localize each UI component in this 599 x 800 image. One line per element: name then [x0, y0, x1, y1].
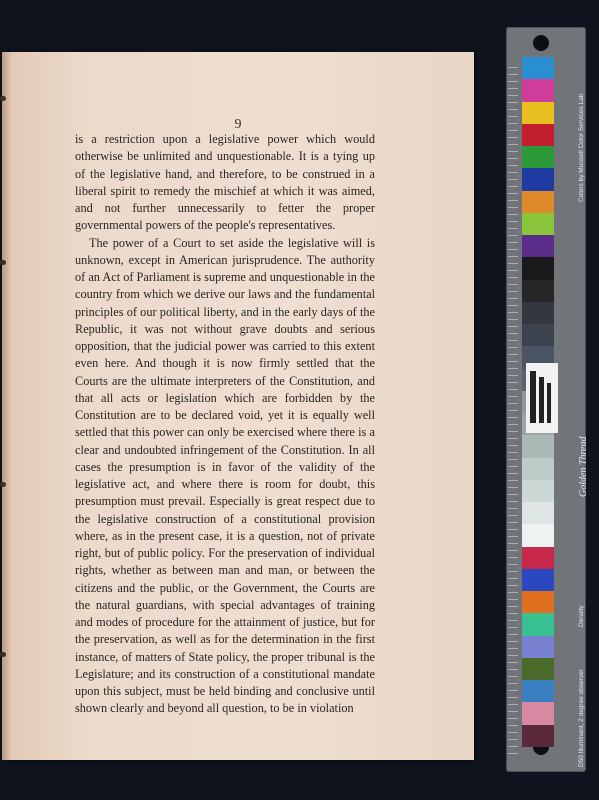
color-swatch: [522, 146, 554, 168]
book-page: [2, 52, 474, 760]
color-swatch: [522, 168, 554, 190]
color-swatch: [522, 257, 554, 279]
strip-brand: Golden Thread: [578, 436, 589, 497]
strip-captions: [578, 67, 588, 767]
page-number: 9: [234, 117, 242, 132]
color-swatch: [522, 502, 554, 524]
color-swatch: [522, 702, 554, 724]
color-swatch: [522, 324, 554, 346]
color-swatch: [522, 658, 554, 680]
color-swatch: [522, 191, 554, 213]
color-swatch: [522, 102, 554, 124]
color-swatch: [522, 547, 554, 569]
color-swatch: [522, 57, 554, 79]
color-swatch: [522, 280, 554, 302]
resolution-target: [526, 363, 558, 433]
color-swatch: [522, 458, 554, 480]
paragraph: is a restriction upon a legislative power which would otherwise be unlimited and unquestionable. It is a tying up of the legislative hand, and therefore, to be construed in a liberal spirit to remedy the mischief at which it was aimed, and not further unnecessarily to fetter the proper governmental powers of the people's representatives.: [75, 132, 375, 233]
color-swatch: [522, 124, 554, 146]
paragraph: The power of a Court to set aside the legislative will is unknown, except in American jurisprudence. The authority of an Act of Parliament is supreme and unquestionable in the country from which we derive our laws and the fundamental principles of our political liberty, and in the early days of the Republic, it was not without grave doubts and serious opposition, that the judicial power was carried to this extent even here. And though it is now firmly settled that the Courts are the ultimate interpreters of the Constitution, and that all acts or legislation which are forbidden by the Constitution are to be declared void, yet it is equally well settled that this power can only be exercised where there is a clear and undoubted infringement of the Constitution. In all cases the presumption is in favor of the validity of the legislative act, and where there is room for doubt, this presumption must prevail. Especially is great respect due to the legislative construction of a constitutional provision where, as in the present case, it is a question, not of private right, but of public policy. For the preservation of individual rights, whether as between man and man, or between the citizens and the public, or the Government, the Courts are the natural guardians, with special advantages of training and modes of procedure for the attainment of justice, but for the preservation, as well as for the determination in the first instance, of matters of State policy, the proper tribunal is the Legislature; and its construction of a constitutional mandate upon this subject, must be held binding and conclusive until shown clearly and beyond all question, to be in violation: [75, 235, 375, 716]
strip-hole: [533, 35, 549, 51]
color-swatch: [522, 725, 554, 747]
body-text: [75, 131, 375, 718]
color-swatch: [522, 480, 554, 502]
color-swatch: [522, 680, 554, 702]
strip-caption-top: Colors by Munsell Color Services Lab: [578, 93, 585, 202]
color-swatch: [522, 524, 554, 546]
color-checker-strip: [506, 27, 589, 772]
strip-density-label: Density: [578, 605, 585, 627]
color-swatch: [522, 235, 554, 257]
binding-stitch: [0, 260, 6, 265]
color-swatch: [522, 435, 554, 457]
color-swatch: [522, 79, 554, 101]
binding-stitch: [0, 652, 6, 657]
color-swatch: [522, 569, 554, 591]
ruler-ticks: [508, 67, 518, 757]
binding-stitch: [0, 482, 6, 487]
color-swatch: [522, 302, 554, 324]
binding-stitch: [0, 96, 6, 101]
color-swatch: [522, 636, 554, 658]
color-swatch: [522, 591, 554, 613]
color-swatch: [522, 613, 554, 635]
strip-caption-bottom: D50 Illuminant, 2 degree observer: [578, 669, 585, 767]
color-swatch: [522, 213, 554, 235]
